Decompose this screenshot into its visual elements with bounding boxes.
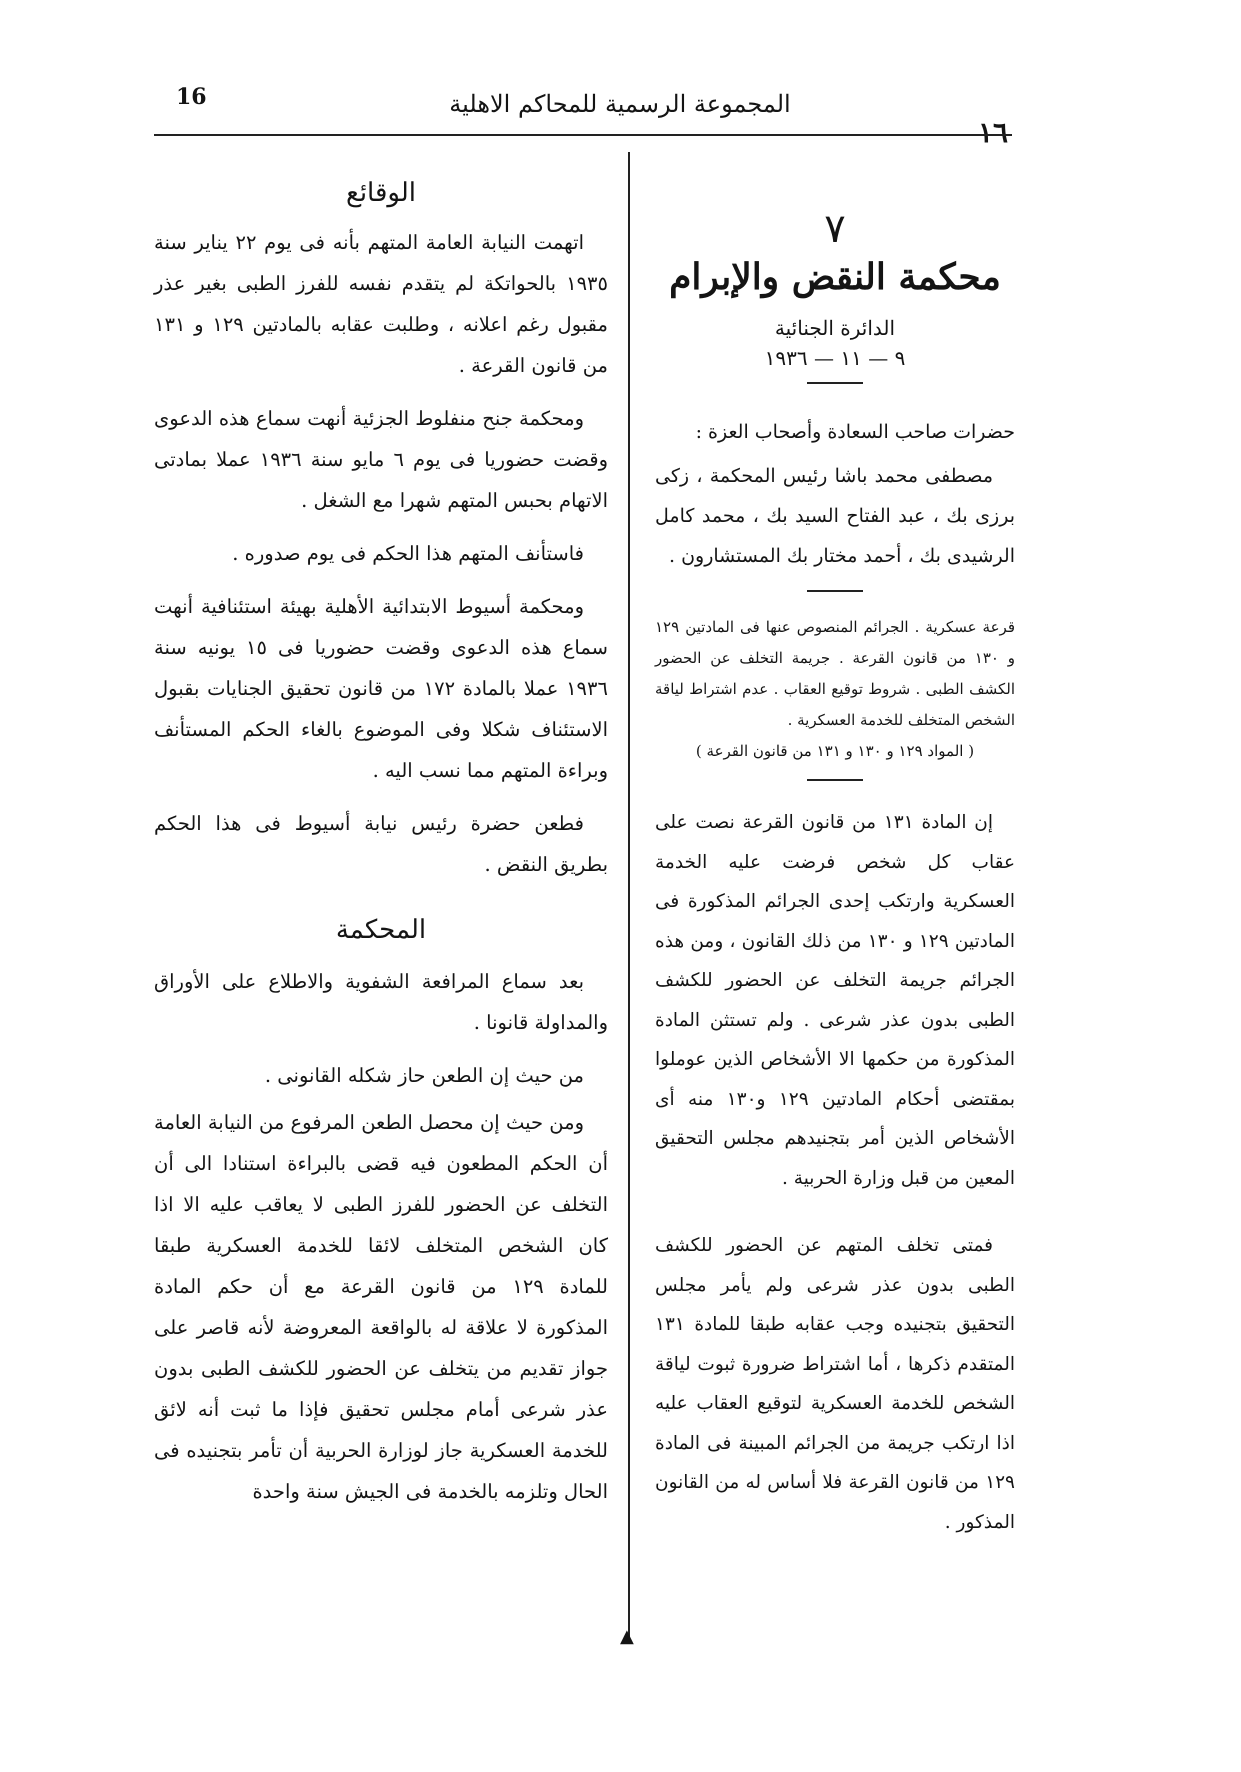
court-name: محكمة النقض والإبرام [669,256,1001,298]
facts-paragraph: ومحكمة أسيوط الابتدائية الأهلية بهيئة استئنافية أنهت سماع هذه الدعوى وقضت حضوريا فى ١٥ يونيه سنة ١٩٣٦ عملا بالمادة ١٧٢ من قانون تحقيق الجنايات بقبول الاستئناف شكلا وفى الموضوع بالغاء الحكم المستأنف وبراءة المتهم مما نسب اليه . [154,595,608,782]
bench-members: مصطفى محمد باشا رئيس المحكمة ، زكى برزى بك ، عبد الفتاح السيد بك ، محمد كامل الرشيدى بك ، أحمد مختار بك المستشارون . [655,465,1015,567]
principle-paragraph: إن المادة ١٣١ من قانون القرعة نصت على عقاب كل شخص فرضت عليه الخدمة العسكرية وارتكب إحدى الجرائم المذكورة فى المادتين ١٢٩ و ١٣٠ من ذلك القانون ، ومن هذه الجرائم جريمة التخلف عن الحضور للكشف الطبى بدون عذر شرعى . ولم تستثن المادة المذكورة من حكمها الا الأشخاص الذين عوملوا بمقتضى أحكام المادتين ١٢٩ و١٣٠ منه أى الأشخاص الذين أمر بتجنيدهم مجلس التحقيق المعين من قبل وزارة الحربية . [655,812,1015,1189]
principle-paragraph: فمتى تخلف المتهم عن الحضور للكشف الطبى بدون عذر شرعى ولم يأمر مجلس التحقيق بتجنيده وجب عقابه طبقا للمادة ١٣١ المتقدم ذكرها ، أما اشتراط ضرورة ثبوت لياقة الشخص للخدمة العسكرية لتوقيع العقاب عليه اذا ارتكب جريمة من الجرائم المبينة فى المادة ١٢٩ من قانون القرعة فلا أساس له من القانون المذكور . [655,1235,1015,1533]
judgment-paragraph: من حيث إن الطعن حاز شكله القانونى . [264,1064,584,1087]
articles-reference: ( المواد ١٢٩ و ١٣٠ و ١٣١ من قانون القرعة ) [695,742,975,760]
bench-intro: حضرات صاحب السعادة وأصحاب العزة : [695,421,1015,443]
judgment-paragraph: ومن حيث إن محصل الطعن المرفوع من النيابة العامة أن الحكم المطعون فيه قضى بالبراءة استنادا الى أن التخلف عن الحضور للفرز الطبى لا يعاقب عليه الا اذا كان الشخص المتخلف لائقا للخدمة العسكرية طبقا للمادة ١٢٩ من قانون القرعة مع أن حكم المادة المذكورة لا علاقة له بالواقعة المعروضة لأنه قاصر على جواز تقديم من يتخلف عن الحضور للكشف الطبى بدون عذر شرعى أمام مجلس تحقيق فإذا ما ثبت أنه لائق للخدمة العسكرية جاز لوزارة الحربية أن تأمر بتجنيده فى الحال وتلزمه بالخدمة فى الجيش سنة واحدة [154,1111,608,1503]
separator-rule [807,590,863,592]
facts-paragraph: ومحكمة جنح منفلوط الجزئية أنهت سماع هذه الدعوى وقضت حضوريا فى يوم ٦ مايو سنة ١٩٣٦ عملا بمادتى الاتهام بحبس المتهم شهرا مع الشغل . [154,407,609,512]
header-rule [154,134,1012,136]
facts-paragraph: فطعن حضرة رئيس نيابة أسيوط فى هذا الحكم بطريق النقض . [154,812,608,876]
column-divider [628,152,630,1642]
page-number-arabic: ١٦ [978,116,1009,149]
column-end-mark: ▲ [620,1626,634,1647]
circuit-name: الدائرة الجنائية [774,316,896,340]
judgment-paragraph: بعد سماع المرافعة الشفوية والاطلاع على الأوراق والمداولة قانونا . [154,970,608,1034]
judgment-date: ٩ — ١١ — ١٩٣٦ [764,346,906,370]
separator-rule [807,779,863,781]
journal-title: المجموعة الرسمية للمحاكم الاهلية [449,90,791,118]
facts-paragraph: اتهمت النيابة العامة المتهم بأنه فى يوم ٢٢ يناير سنة ١٩٣٥ بالحواتكة لم يتقدم نفسه للفرز الطبى بغير عذر مقبول رغم اعلانه ، وطلبت عقابه بالمادتين ١٢٩ و ١٣١ من قانون القرعة . [154,231,608,377]
right-column [655,188,1015,1542]
page-number-latin: 16 [176,84,207,110]
facts-title: الوقائع [345,178,416,208]
separator-rule [807,382,863,384]
headnote: قرعة عسكرية . الجرائم المنصوص عنها فى المادتين ١٢٩ و ١٣٠ من قانون القرعة . جريمة التخلف عن الحضور الكشف الطبى . شروط توقيع العقاب . عدم اشتراط لياقة الشخص المتخلف للخدمة العسكرية . [655,618,1016,729]
left-column [154,178,608,1518]
judgment-title: المحكمة [335,915,427,945]
case-number: ٧ [824,206,846,252]
facts-paragraph: فاستأنف المتهم هذا الحكم فى يوم صدوره . [232,542,584,565]
